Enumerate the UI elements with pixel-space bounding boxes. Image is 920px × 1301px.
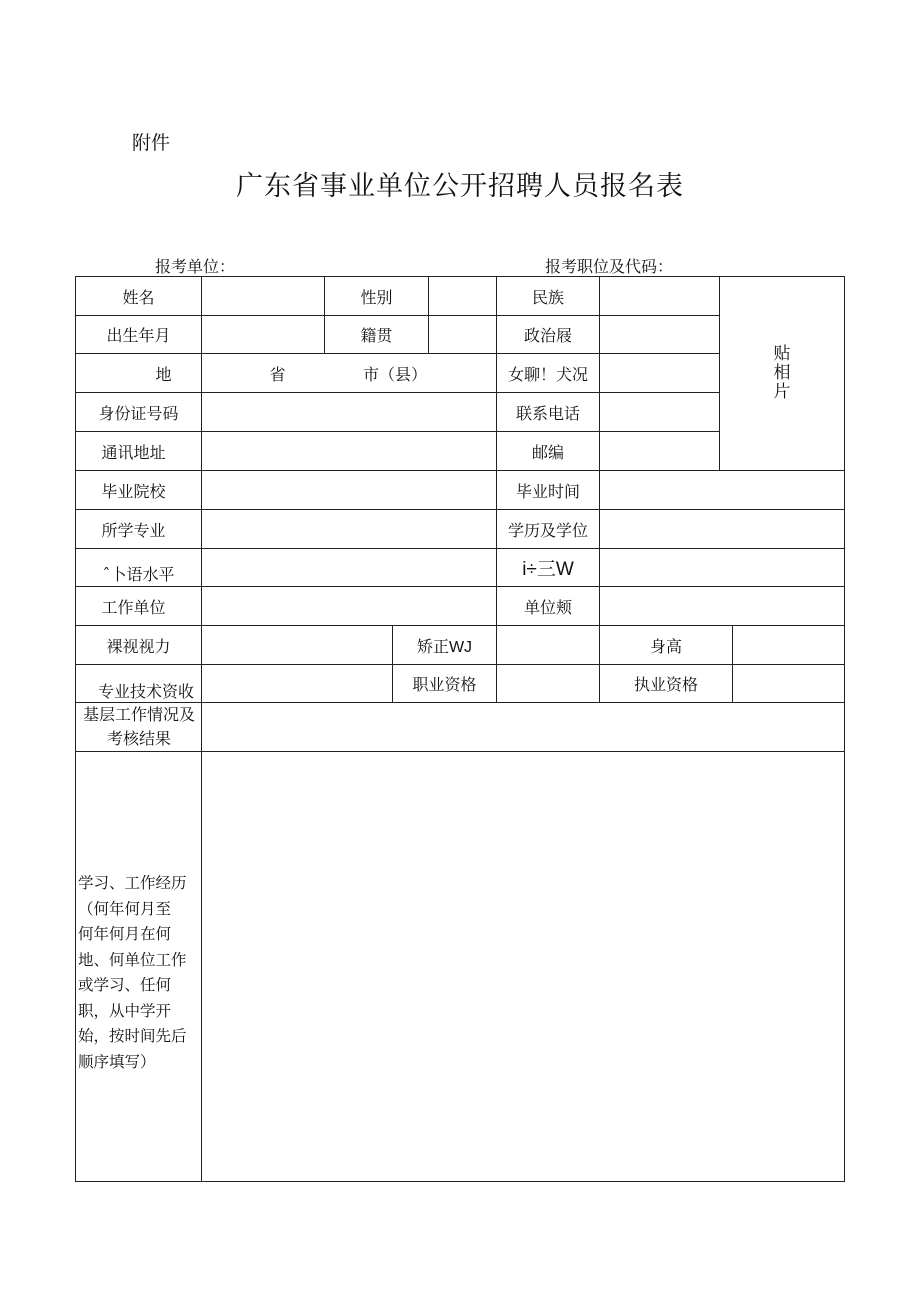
computer-level-field[interactable]: [600, 549, 844, 586]
naked-vision-label: 裸视视力: [106, 636, 171, 656]
height-label: 身高: [649, 636, 682, 656]
political-status-field[interactable]: [600, 316, 719, 353]
birth-field[interactable]: [202, 316, 324, 353]
grassroots-work-field[interactable]: [202, 703, 844, 751]
computer-level-label: i÷三W: [522, 559, 574, 580]
attachment-label: 附件: [132, 132, 171, 154]
unit-type-label: 单位颊: [523, 597, 572, 617]
graduation-time-field[interactable]: [600, 471, 844, 509]
work-unit-field[interactable]: [202, 587, 496, 625]
marital-status-label: 女聊！犬况: [507, 364, 588, 384]
table-border-right: [844, 276, 845, 1182]
postcode-label: 邮编: [531, 442, 564, 462]
corrected-vision-label: 矫正WJ: [416, 638, 473, 656]
major-field[interactable]: [202, 510, 496, 548]
city-county-label: 市（县）: [362, 364, 427, 384]
tech-qualification-field[interactable]: [202, 665, 392, 702]
job-qualification-field[interactable]: [497, 665, 599, 702]
naked-vision-field[interactable]: [202, 626, 392, 664]
address-field[interactable]: [202, 432, 496, 470]
practice-qualification-label: 执业资格: [633, 675, 698, 694]
table-border-bottom: [75, 1181, 845, 1182]
gender-field[interactable]: [429, 277, 496, 315]
marital-status-field[interactable]: [600, 354, 719, 392]
grassroots-work-label: 基层工作情况及 考核结果: [82, 705, 195, 748]
photo-box[interactable]: [720, 277, 844, 470]
birth-label: 出生年月: [106, 326, 171, 345]
phone-field[interactable]: [600, 393, 719, 431]
work-history-label: 学习、工作经历 （何年何月至 何年何月在何 地、何单位工作 或学习、任何 职，从中学开 始，按时间先后 顺序填写）: [78, 874, 187, 1071]
tech-qualification-label: 专业技术资收: [97, 681, 194, 701]
height-field[interactable]: [733, 626, 844, 664]
school-label: 毕业院校: [101, 481, 166, 501]
political-status-label: 政治屐: [523, 326, 572, 345]
photo-label: 贴 相 片: [773, 344, 791, 402]
major-label: 所学专业: [101, 520, 166, 540]
phone-label: 联系电话: [515, 403, 580, 423]
degree-label: 学历及学位: [507, 520, 588, 540]
id-number-label: 身份证号码: [98, 403, 179, 423]
graduation-time-label: 毕业时间: [515, 481, 580, 501]
language-level-label: ˆ卜语水平: [102, 564, 175, 584]
form-title: 广东省事业单位公开招聘人员报名表: [236, 171, 684, 202]
corrected-vision-field[interactable]: [497, 626, 599, 664]
name-label: 姓名: [122, 287, 155, 307]
origin-label: 地: [155, 364, 172, 384]
degree-field[interactable]: [600, 510, 844, 548]
postcode-field[interactable]: [600, 432, 719, 470]
apply-unit-label: 报考单位：: [155, 257, 236, 276]
practice-qualification-field[interactable]: [733, 665, 844, 702]
language-level-field[interactable]: [202, 549, 496, 586]
unit-type-field[interactable]: [600, 587, 844, 625]
school-field[interactable]: [202, 471, 496, 509]
work-unit-label: 工作单位: [101, 597, 166, 617]
ethnicity-field[interactable]: [600, 277, 719, 315]
ethnicity-label: 民族: [531, 287, 564, 307]
native-place-label: 籍贯: [360, 326, 393, 345]
native-place-field[interactable]: [429, 316, 496, 353]
work-history-field[interactable]: [202, 752, 844, 1181]
gender-label: 性别: [360, 287, 393, 307]
apply-position-label: 报考职位及代码：: [545, 257, 674, 276]
address-label: 通讯地址: [101, 442, 166, 462]
id-number-field[interactable]: [202, 393, 496, 431]
province-label: 省: [269, 364, 286, 384]
job-qualification-label: 职业资格: [412, 675, 477, 694]
name-field[interactable]: [202, 277, 324, 315]
